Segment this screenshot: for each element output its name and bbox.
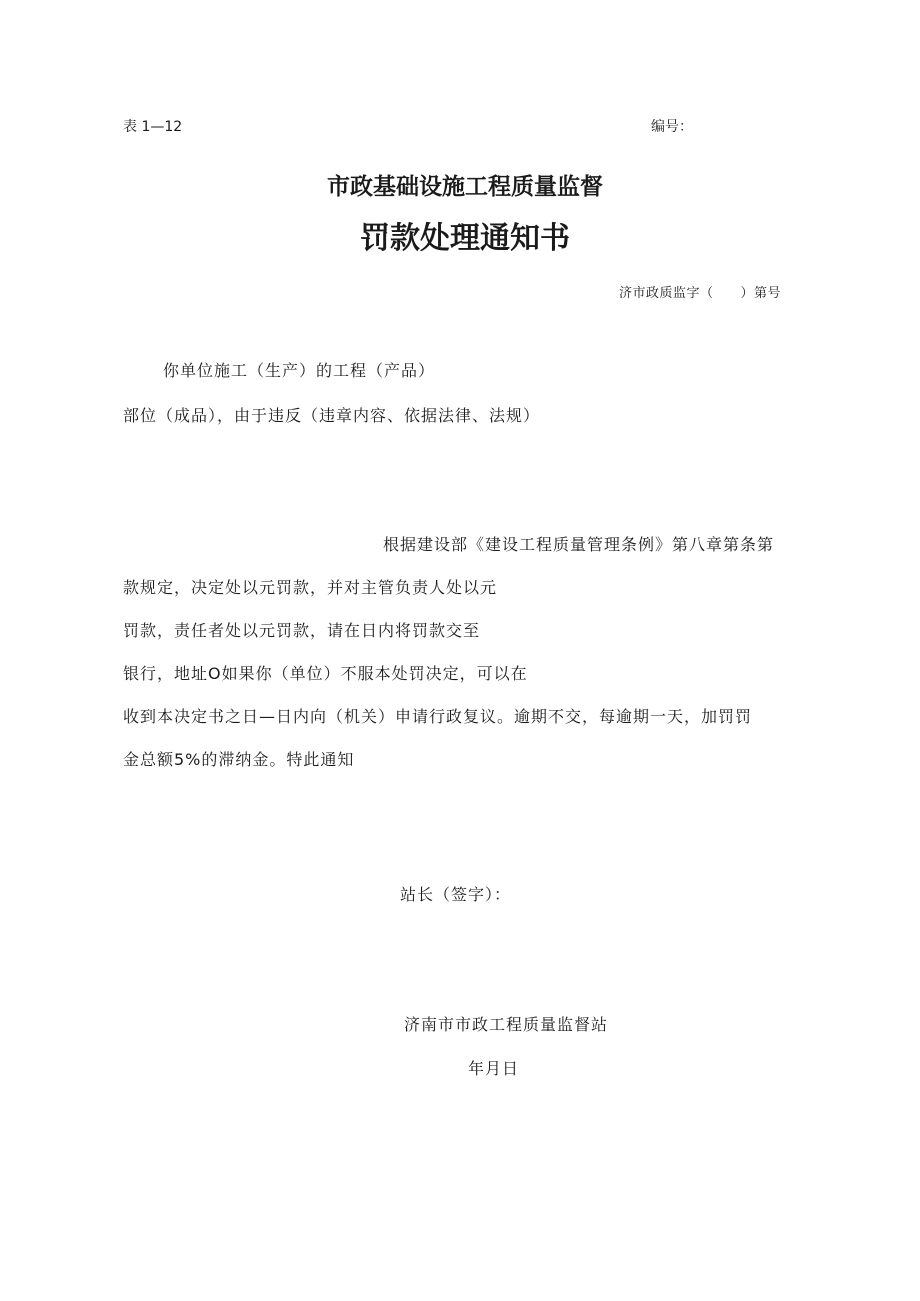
document-title-line-1: 市政基础设施工程质量监督 [327, 174, 603, 200]
serial-number-label: 编号： [651, 119, 693, 135]
body-paragraph-7: 收到本决定书之日—日内向（机关）申请行政复议。逾期不交，每逾期一天，加罚罚 [123, 707, 753, 726]
body-paragraph-3: 根据建设部《建设工程质量管理条例》第八章第条第 [383, 535, 775, 554]
document-reference-number: 济市政质监字（ ）第号 [619, 286, 782, 301]
body-paragraph-5: 罚款，责任者处以元罚款，请在日内将罚款交至 [123, 621, 481, 640]
body-paragraph-8: 金总额5%的滞纳金。特此通知 [123, 750, 355, 769]
body-paragraph-2: 部位（成品），由于违反（违章内容、依据法律、法规） [123, 406, 541, 425]
body-paragraph-4: 款规定，决定处以元罚款，并对主管负责人处以元 [123, 578, 498, 597]
document-title-line-2: 罚款处理通知书 [360, 221, 570, 256]
body-paragraph-1: 你单位施工（生产）的工程（产品） [163, 361, 436, 380]
body-paragraph-6: 银行，地址O如果你（单位）不服本处罚决定，可以在 [123, 664, 528, 683]
signature-label: 站长（签字）： [400, 885, 512, 904]
issuer-name: 济南市市政工程质量监督站 [404, 1015, 609, 1034]
form-number: 表 1—12 [123, 119, 183, 135]
issue-date: 年月日 [468, 1059, 520, 1078]
